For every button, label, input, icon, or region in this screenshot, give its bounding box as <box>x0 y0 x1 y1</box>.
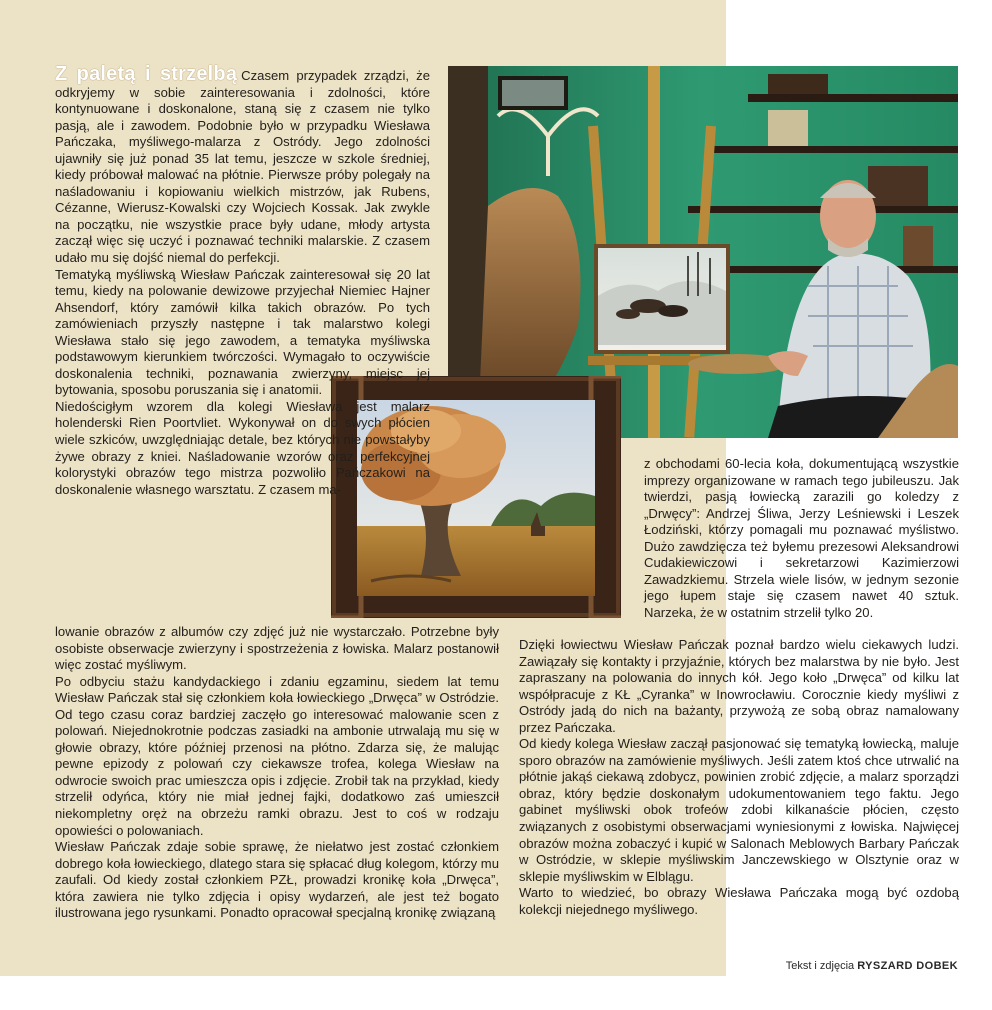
article-column-left <box>55 63 430 498</box>
article-paragraph: Tematyką myśliwską Wiesław Pańczak zainteresował się 20 lat temu, kiedy na polowanie dewizowe przyjechał Niemiec Hajner Ahsendorf, który zamówił kilka takich obrazów. Po tych zamówieniach przyszły następne i tak malarstwo kolegi Wiesława stało się jego zawodem, a tematyka myśliwska podstawowym kierunkiem twórczości. Wymagało to oczywiście doskonalenia techniki, poznawania zwierzyny, miejsc jej bytowania, sposobu poruszania się i anatomii. <box>55 266 430 398</box>
article-paragraph: Niedościgłym wzorem dla kolegi Wiesława jest malarz holenderski Rien Poortvliet. Wykonywał on do swych płócien wiele szkiców, uwzględniając detale, bez których nie powstałyby żywe obrazy z kniei. Naśladowanie wzorów oraz perfekcyjnej kolorystyki obrazów tego mistrza pozwoliło Pańczakowi na doskonalenie własnego warsztatu. Z czasem ma- <box>55 398 430 497</box>
credit-prefix: Tekst i zdjęcia <box>785 960 855 972</box>
article-paragraph: z obchodami 60-lecia koła, dokumentującą wszystkie imprezy organizowane w ramach tego jubileuszu. Jak twierdzi, pasją łowiecką zarazili go koledzy z „Drwęcy”: Andrzej Śliwa, Jerzy Leśniewski i Leszek Łodziński, którzy pomagali mu poznawać myślistwo. Dużo zawdzięcza też byłemu prezesowi Aleksandrowi Cudakiewiczowi i sekretarzowi Kazimierzowi Zawadzkiemu. Strzela wiele lisów, w jednym sezonie jego łupem staje się czasem nawet 40 sztuk. Narzeka, że w ostatnim strzelił tylko 20. <box>644 456 959 620</box>
article-paragraph: Wiesław Pańczak zdaje sobie sprawę, że niełatwo jest zostać członkiem dobrego koła łowieckiego, dlatego stara się spłacać dług kolegom, którzy mu zaufali. Od kiedy został członkiem PZŁ, prowadzi kronikę koła „Drwęca”, która zawiera nie tylko zdjęcia i opisy wydarzeń, ale jest też bogato ilustrowana jego rysunkami. Ponadto opracował specjalną kronikę związaną <box>55 839 499 921</box>
article-paragraph: Po odbyciu stażu kandydackiego i zdaniu egzaminu, siedem lat temu Wiesław Pańczak stał się członkiem koła łowieckiego „Drwęca” w Ostródzie. Od tego czasu coraz bardziej zaczęło go interesować malowanie scen z polowań. Niejednokrotnie podczas zasiadki na ambonie utrwalają mu się w głowie obrazy, które później przenosi na płótno. Zdarza się, że malując pewne epizody z polowań czy ciekawsze trofea, kolega Wiesław na odwrocie swoich prac umieszcza opis i zdjęcie. Zrobił tak na przykład, kiedy strzelił odyńca, który nie miał jednej fajki, dodatkowo zaś umieszcił niekompletny oręż na obrzeżu ramki obrazu. Jest to coś w rodzaju opowieści o polowaniach. <box>55 673 499 838</box>
article-paragraph: Od kiedy kolega Wiesław zaczął pasjonować się tematyką łowiecką, maluje sporo obrazów na zamówienie myśliwych. Jeśli zatem ktoś chce utrwalić na płótnie jakąś ciekawą zdobycz, powinien zrobić zdjęcie, a malarz sporządzi obraz, który będzie doskonałym udokumentowaniem tego faktu. Jego gabinet myśliwski obok trofeów zdobi kilkanaście płócien, często związanych z osobistymi obserwacjami wyniesionymi z łowiska. Najwięcej obrazów można zobaczyć i kupić w Salonach Meblowych Barbary Pańczak w Ostródzie, w sklepie myśliwskim Janczewskiego w Olsztynie oraz w sklepie myśliwskim w Elblągu. <box>519 736 959 884</box>
article-paragraph: Dzięki łowiectwu Wiesław Pańczak poznał bardzo wielu ciekawych ludzi. Zawiązały się kontakty i przyjaźnie, których bez malarstwa by nie było. Jest zapraszany na polowania do innych kół. Jego koło „Drwęca” od kilku lat współpracuje z KŁ „Cyranka” w Inowrocławiu. Corocznie kiedy myśliwi z Ostródy jadą do nich na bażanty, przywożą ze sobą obraz namalowany przez Pańczaka. <box>519 637 959 735</box>
article-paragraph: Warto to wiedzieć, bo obrazy Wiesława Pańczaka mogą być ozdobą kolekcji niejednego myśliwego. <box>519 885 959 917</box>
credit-author: RYSZARD DOBEK <box>857 960 958 972</box>
page-corner <box>726 0 992 62</box>
article-paragraph: lowanie obrazów z albumów czy zdjęć już nie wystarczało. Potrzebne były osobiste obserwacje zwierzyny i spostrzeżenia z łowiska. Malarz postanowił więc zostać myśliwym. <box>55 624 499 673</box>
article-column-right <box>519 637 959 918</box>
photo-credit <box>786 960 958 972</box>
article-lead-paragraph: Czasem przypadek zrządzi, że odkryjemy w sobie zainteresowania i zdolności, które kontynuowane i doskonalone, staną się z czasem nie tylko pasją, ale i zawodem. Podobnie było w przypadku Wiesława Pańczaka, myśliwego-malarza z Ostródy. Jego zdolności ujawniły się już ponad 35 lat temu, jeszcze w szkole średniej, kiedy próbował malować na płótnie. Pierwsze próby polegały na naśladowaniu i kopiowaniu wielkich mistrzów, jak Rubens, Cézanne, Wierusz-Kowalski czy Wojciech Kossak. Jak zwykle na początku, nie wszystkie prace były udane, młody artysta zaczął więc się uczyć i poznawać techniki malarskie. Z czasem udało mu się dojść niemal do perfekcji. <box>55 68 430 266</box>
article-column-right-top <box>644 456 959 621</box>
page-footer-band <box>0 976 992 1010</box>
article-column-bottom <box>55 624 499 922</box>
article-title: Z paletą i strzelbą <box>55 63 238 85</box>
